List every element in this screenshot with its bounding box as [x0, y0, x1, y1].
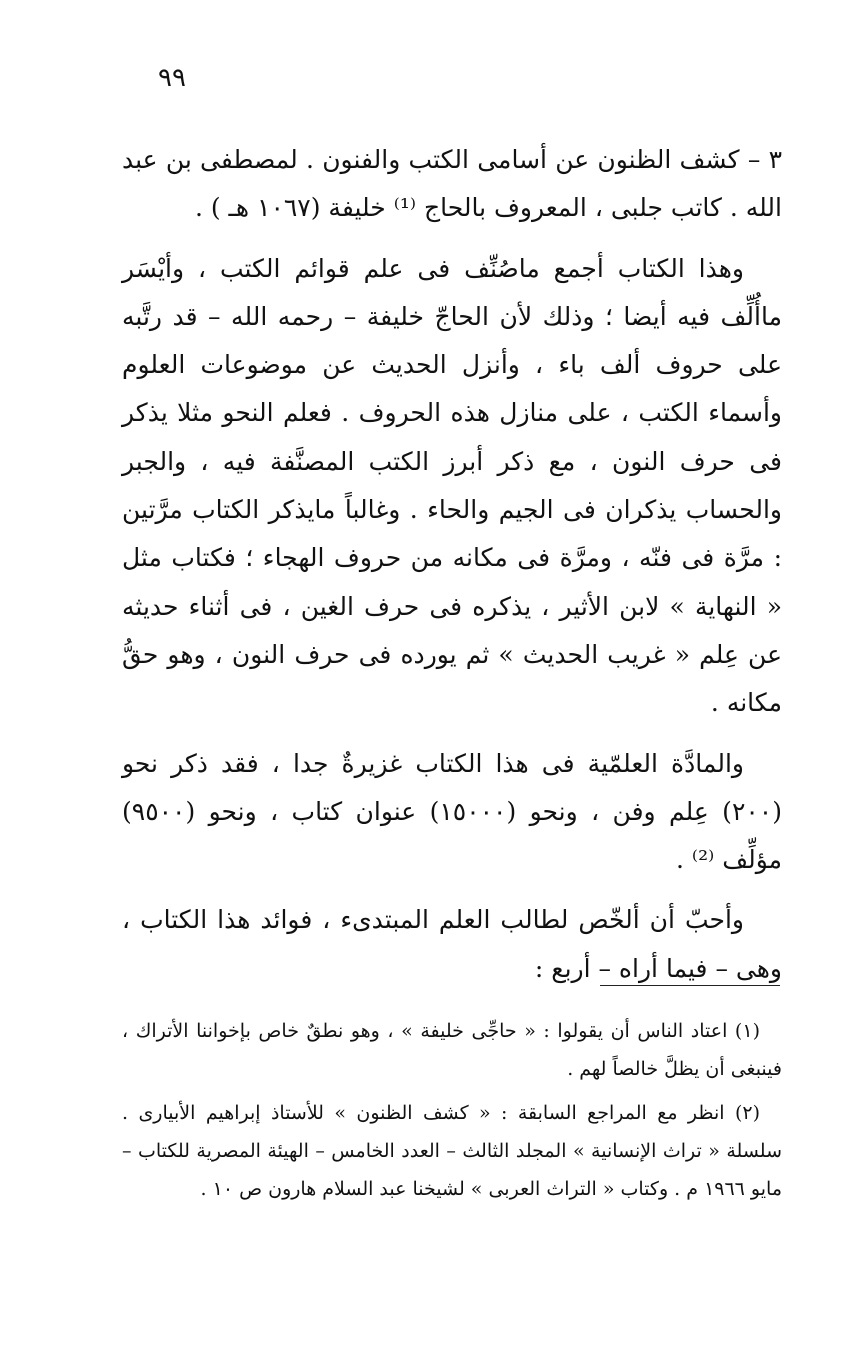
page-number: ٩٩: [158, 63, 186, 93]
main-text: [122, 136, 782, 1005]
footnote-separator: [600, 985, 780, 986]
paragraph-description: وهذا الكتاب أجمع ماصُنِّف فى علم قوائم الكتب ، وأيْسَر ماأُلِّف فيه أيضا ؛ وذلك لأن الحاجّ خليفة – رحمه الله – قد رتَّبه على حروف ألف باء ، وأنزل الحديث عن موضوعات العلوم وأسماء الكتب ، على منازل هذه الحروف . فعلم النحو مثلا يذكر فى حرف النون ، مع ذكر أبرز الكتب المصنَّفة فيه ، والجبر والحساب يذكران فى الجيم والحاء . وغالباً مايذكر الكتاب مرَّتين : مرَّة فى فنّه ، ومرَّة فى مكانه من حروف الهجاء ؛ فكتاب مثل « النهاية » لابن الأثير ، يذكره فى حرف الغين ، فى أثناء حديثه عن عِلم « غريب الحديث » ثم يورده فى حرف النون ، وهو حقُّ مكانه .: [122, 253, 782, 718]
footnotes: [122, 1012, 782, 1214]
paragraph-content-size: والمادَّة العلمّية فى هذا الكتاب غزيرةٌ جدا ، فقد ذكر نحو (٢٠٠) عِلم وفن ، ونحو (١٥٠٠٠) عنوان كتاب ، ونحو (٩٥٠٠) مؤلِّف ⁽²⁾ .: [122, 748, 782, 875]
footnote-1: (١) اعتاد الناس أن يقولوا : « حاجِّى خليفة » ، وهو نطقٌ خاص بإخواننا الأتراك ، فينبغى أن يظلَّ خالصاً لهم .: [122, 1020, 782, 1080]
paragraph-book-entry: ٣ – كشف الظنون عن أسامى الكتب والفنون . لمصطفى بن عبد الله . كاتب جلبى ، المعروف بالحاج ⁽¹⁾ خليفة (١٠٦٧ هـ ) .: [122, 145, 782, 223]
paragraph-benefits-intro: وأحبّ أن ألخّص لطالب العلم المبتدىء ، فوائد هذا الكتاب ، وهى – فيما أراه – أربع :: [122, 905, 782, 983]
footnote-2: (٢) انظر مع المراجع السابقة : « كشف الظنون » للأستاذ إبراهيم الأبيارى . سلسلة « تراث الإنسانية » المجلد الثالث – العدد الخامس – الهيئة المصرية للكتاب – مايو ١٩٦٦ م . وكتاب « التراث العربى » لشيخنا عبد السلام هارون ص ١٠ .: [122, 1102, 782, 1200]
